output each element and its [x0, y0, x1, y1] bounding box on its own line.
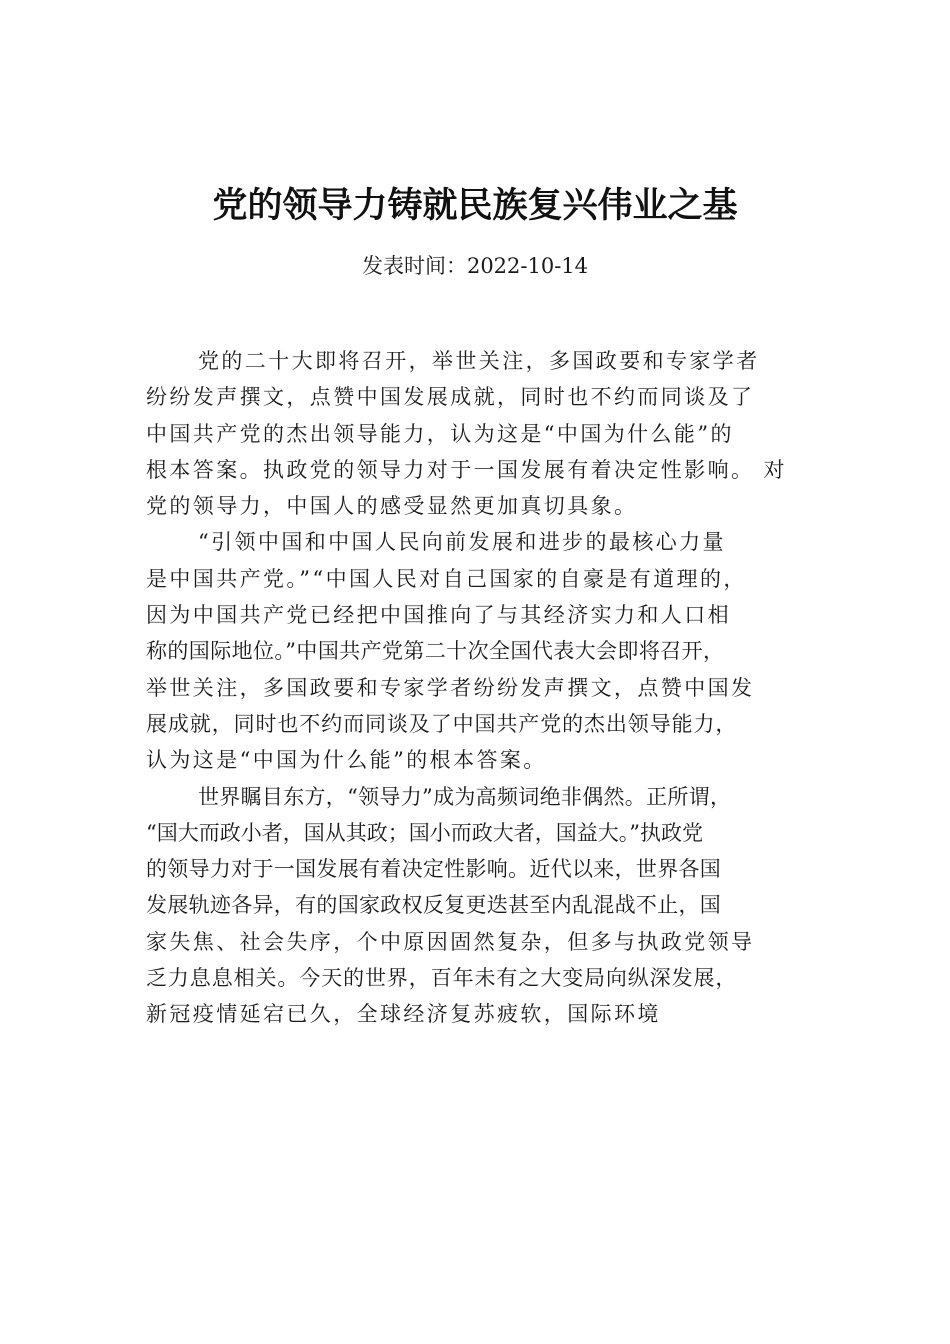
body-line: “引领中国和中国人民向前发展和进步的最核心力量 — [198, 530, 726, 555]
body-line: 乏力息息相关。今天的世界，百年未有之大变局向纵深发展， — [146, 966, 738, 991]
body-line: 展成就，同时也不约而同谈及了中国共产党的杰出领导能力， — [146, 711, 738, 736]
body-line: 发展轨迹各异，有的国家政权反复更迭甚至内乱混战不止，国 — [146, 893, 722, 918]
body-line: 的领导力对于一国发展有着决定性影响。近代以来，世界各国 — [146, 857, 722, 882]
body-line: 举世关注，多国政要和专家学者纷纷发声撰文，点赞中国发 — [146, 675, 755, 700]
body-line: 根本答案。执政党的领导力对于一国发展有着决定性影响。 对 — [146, 457, 787, 482]
article-body — [146, 343, 836, 1033]
publish-date-line — [0, 250, 950, 280]
body-line: 认为这是“中国为什么能”的根本答案。 — [146, 748, 547, 773]
body-line: 新冠疫情延宕已久，全球经济复苏疲软，国际环境 — [146, 1002, 661, 1027]
article-title: 党的领导力铸就民族复兴伟业之基 — [212, 185, 738, 226]
body-line: 因为中国共产党已经把中国推向了与其经济实力和人口相 — [146, 603, 731, 628]
publish-date-label: 发表时间： — [361, 254, 467, 278]
body-line: 称的国际地位。”中国共产党第二十次全国代表大会即将召开， — [146, 639, 725, 664]
body-line: 党的二十大即将召开，举世关注，多国政要和专家学者 — [198, 349, 760, 373]
body-line: 中国共产党的杰出领导能力，认为这是“中国为什么能”的 — [146, 421, 734, 446]
body-line: 世界瞩目东方，“领导力”成为高频词绝非偶然。正所谓， — [198, 784, 732, 809]
body-line: 家失焦、社会失序，个中原因固然复杂，但多与执政党领导 — [146, 929, 755, 954]
body-line: “国大而政小者，国从其政；国小而政大者，国益大。”执政党 — [146, 820, 703, 845]
publish-date-value: 2022-10-14 — [466, 254, 589, 278]
body-line: 纷纷发声撰文，点赞中国发展成就，同时也不约而同谈及了 — [146, 385, 755, 410]
body-line: 党的领导力，中国人的感受显然更加真切具象。 — [146, 494, 638, 519]
body-line: 是中国共产党。”“中国人民对自己国家的自豪是有道理的， — [146, 566, 747, 591]
